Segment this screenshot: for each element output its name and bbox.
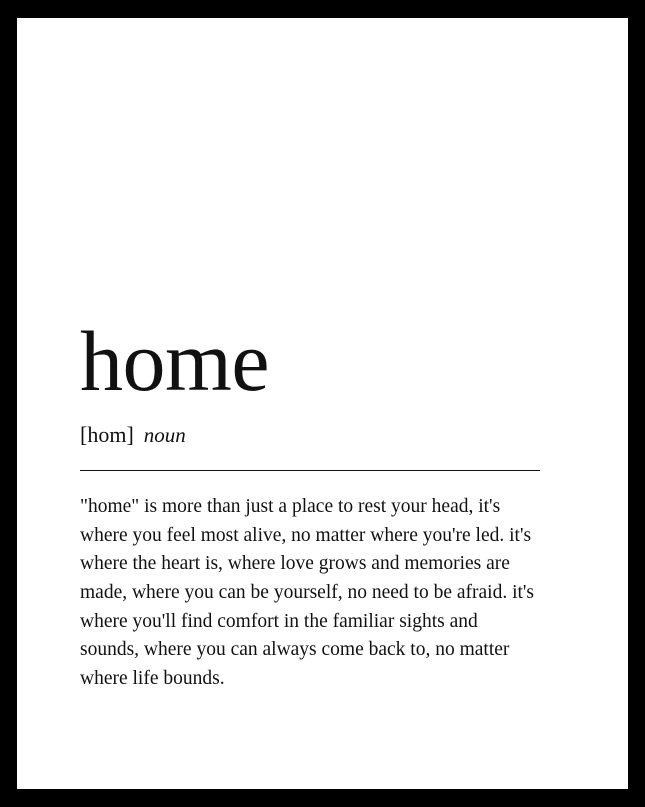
pronunciation-row [80, 422, 565, 448]
part-of-speech: noun [143, 423, 186, 447]
poster-canvas [17, 18, 628, 789]
definition-block [80, 313, 565, 694]
pronunciation: [hom] [80, 422, 134, 447]
divider [80, 470, 540, 471]
headword: home [80, 313, 270, 409]
definition-text: "home" is more than just a place to rest your head, it's where you feel most alive, no matter where you're led. it's where the heart is, where love grows and memories are made, where you can be yourself, no need to be afraid. it's where you'll find comfort in the familiar sights and sounds, where you can always come back to, no matter where life bounds. [80, 496, 535, 689]
